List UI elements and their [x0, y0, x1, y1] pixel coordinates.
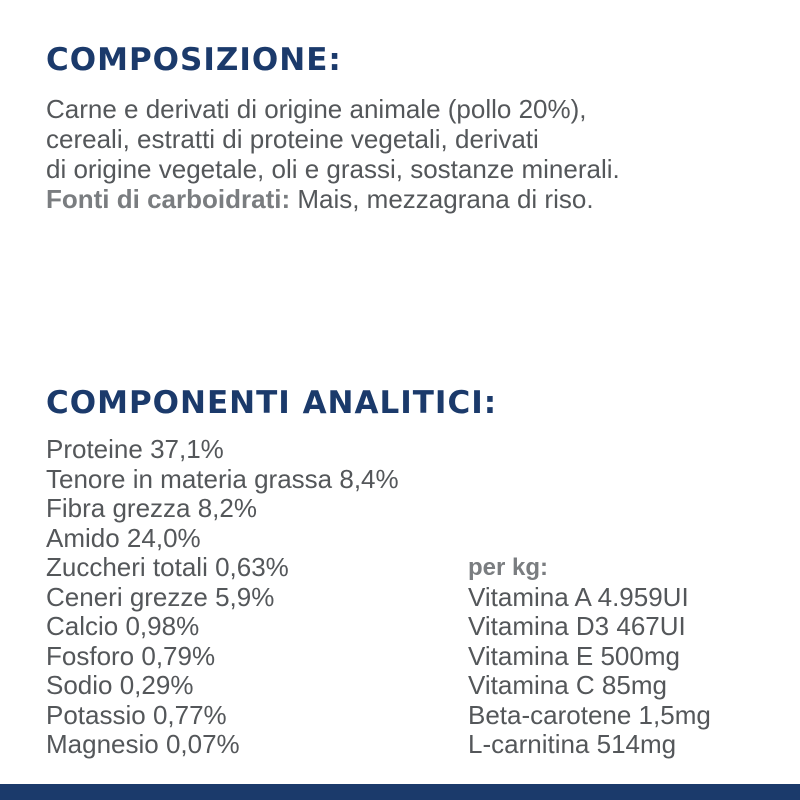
vitamin-item: Vitamina A 4.959UI [468, 581, 689, 612]
bottom-brand-bar [0, 784, 800, 800]
vitamin-item: Vitamina E 500mg [468, 640, 680, 671]
analytic-item: Tenore in materia grassa 8,4% [46, 463, 399, 494]
analytics-heading: COMPONENTI ANALITICI: [46, 385, 498, 421]
carbohydrate-value: Mais, mezzagrana di riso. [290, 184, 594, 214]
analytic-item: Zuccheri totali 0,63% [46, 552, 289, 582]
composition-line: cereali, estratti di proteine vegetali, derivati [46, 124, 539, 154]
vitamin-item: Vitamina C 85mg [468, 670, 667, 700]
carbohydrate-label: Fonti di carboidrati: [46, 184, 291, 214]
composition-heading: COMPOSIZIONE: [46, 42, 342, 78]
analytic-item: Fosforo 0,79% [46, 640, 216, 671]
analytic-item: Ceneri grezze 5,9% [46, 581, 275, 612]
carbohydrate-sources [46, 184, 746, 214]
composition-text [46, 94, 746, 214]
analytic-item: Magnesio 0,07% [46, 729, 240, 759]
composition-line: di origine vegetale, oli e grassi, sostanze minerali. [46, 154, 620, 184]
vitamin-item: Vitamina D3 467UI [468, 611, 686, 641]
analytic-item: Calcio 0,98% [46, 611, 200, 641]
vitamin-item: Beta-carotene 1,5mg [468, 699, 711, 730]
analytic-item: Proteine 37,1% [46, 434, 224, 464]
analytics-list [46, 435, 399, 760]
analytic-item: Fibra grezza 8,2% [46, 493, 257, 523]
per-kg-label: per kg: [468, 554, 549, 581]
analytic-item: Sodio 0,29% [46, 670, 194, 700]
vitamin-item: L-carnitina 514mg [468, 729, 677, 759]
analytic-item: Potassio 0,77% [46, 699, 227, 730]
composition-line: Carne e derivati di origine animale (pollo 20%), [46, 94, 587, 124]
vitamin-list [468, 583, 711, 760]
analytic-item: Amido 24,0% [46, 522, 201, 553]
